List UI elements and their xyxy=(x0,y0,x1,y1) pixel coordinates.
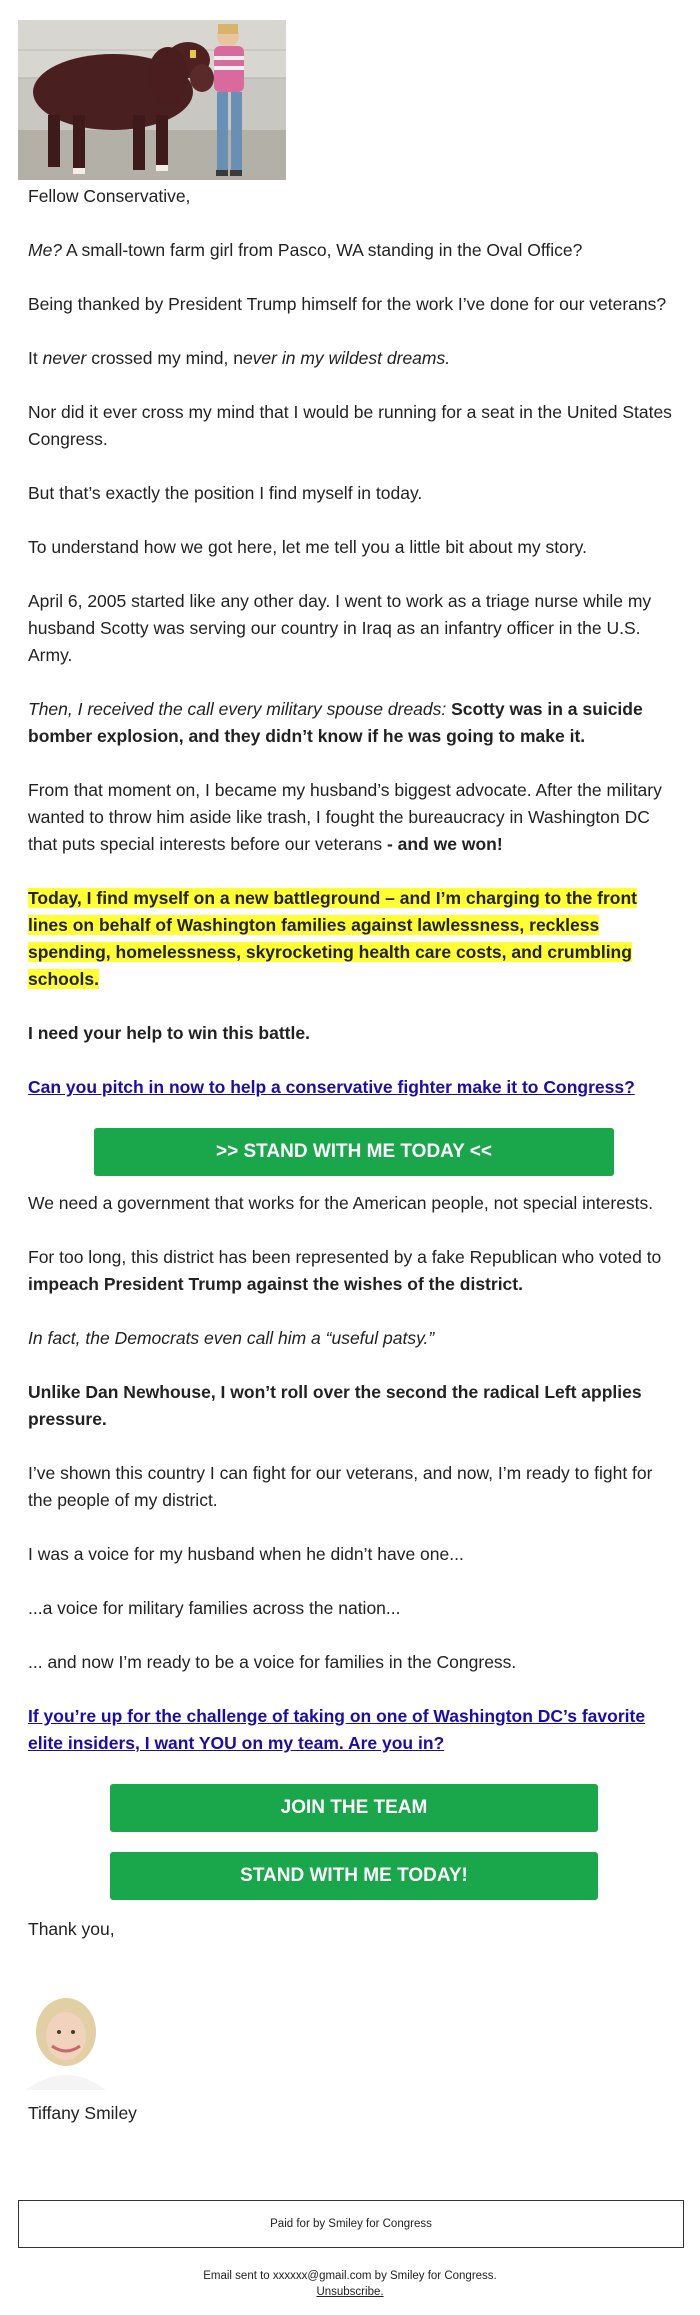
closing: Thank you, xyxy=(28,1919,115,1939)
paragraph-1: Me? A small-town farm girl from Pasco, WA standing in the Oval Office? xyxy=(28,240,583,260)
paragraph-16: I’ve shown this country I can fight for our veterans, and now, I’m ready to fight for the people of my district. xyxy=(28,1463,653,1510)
join-team-button[interactable]: JOIN THE TEAM xyxy=(110,1784,598,1832)
paragraph-6: To understand how we got here, let me tell you a little bit about my story. xyxy=(28,537,587,557)
paragraph-12: We need a government that works for the American people, not special interests. xyxy=(28,1193,654,1213)
stand-with-me-today-button[interactable]: STAND WITH ME TODAY! xyxy=(110,1852,598,1900)
paragraph-11: I need your help to win this battle. xyxy=(28,1023,310,1043)
footer-sent-to: Email sent to xxxxxx@gmail.com by Smiley for Congress. xyxy=(203,2270,497,2282)
paragraph-7: April 6, 2005 started like any other day. I went to work as a triage nurse while my husband Scotty was serving our country in Iraq as an infantry officer in the U.S. Army. xyxy=(28,591,652,665)
paragraph-18: ...a voice for military families across the nation... xyxy=(28,1598,401,1618)
paragraph-15: Unlike Dan Newhouse, I won’t roll over the second the radical Left applies pressure. xyxy=(28,1382,642,1429)
stand-with-me-button[interactable]: >> STAND WITH ME TODAY << xyxy=(94,1128,614,1176)
paragraph-8: Then, I received the call every military spouse dreads: Scotty was in a suicide bomber explosion, and they didn’t know if he was going to make it. xyxy=(28,699,643,746)
paid-for-box xyxy=(18,2200,684,2248)
paragraph-14: In fact, the Democrats even call him a “useful patsy.” xyxy=(28,1328,435,1348)
paragraph-17: I was a voice for my husband when he didn’t have one... xyxy=(28,1544,464,1564)
paragraph-9: From that moment on, I became my husband’s biggest advocate. After the military wanted to throw him aside like trash, I fought the bureaucracy in Washington DC that puts special interests before our veterans - and we won! xyxy=(28,780,662,854)
signature-photo xyxy=(18,1990,114,2090)
unsubscribe-link[interactable]: Unsubscribe. xyxy=(316,2286,384,2298)
footer xyxy=(0,2268,700,2300)
hero-photo xyxy=(18,20,286,180)
team-link-paragraph xyxy=(28,1703,680,1757)
letter-text xyxy=(28,183,680,1970)
paragraph-5: But that’s exactly the position I find myself in today. xyxy=(28,483,423,503)
paid-for-text: Paid for by Smiley for Congress xyxy=(270,2218,432,2230)
paragraph-4: Nor did it ever cross my mind that I would be running for a seat in the United States Congress. xyxy=(28,402,672,449)
donate-link[interactable]: Can you pitch in now to help a conservative fighter make it to Congress? xyxy=(28,1077,635,1097)
signature-name: Tiffany Smiley xyxy=(28,2103,137,2123)
highlighted-paragraph: Today, I find myself on a new battleground – and I’m charging to the front lines on behalf of Washington families against lawlessness, reckless spending, homelessness, skyrocketing health care costs, and crumbling schools. xyxy=(28,888,637,989)
paragraph-19: ... and now I’m ready to be a voice for families in the Congress. xyxy=(28,1652,517,1672)
paragraph-3: It never crossed my mind, never in my wildest dreams. xyxy=(28,348,451,368)
donate-link-paragraph xyxy=(28,1074,680,1101)
paragraph-13: For too long, this district has been represented by a fake Republican who voted to impeach President Trump against the wishes of the district. xyxy=(28,1247,662,1294)
greeting: Fellow Conservative, xyxy=(28,186,191,206)
team-link[interactable]: If you’re up for the challenge of taking on one of Washington DC’s favorite elite insiders, I want YOU on my team. Are you in? xyxy=(28,1706,646,1753)
paragraph-2: Being thanked by President Trump himself for the work I’ve done for our veterans? xyxy=(28,294,667,314)
